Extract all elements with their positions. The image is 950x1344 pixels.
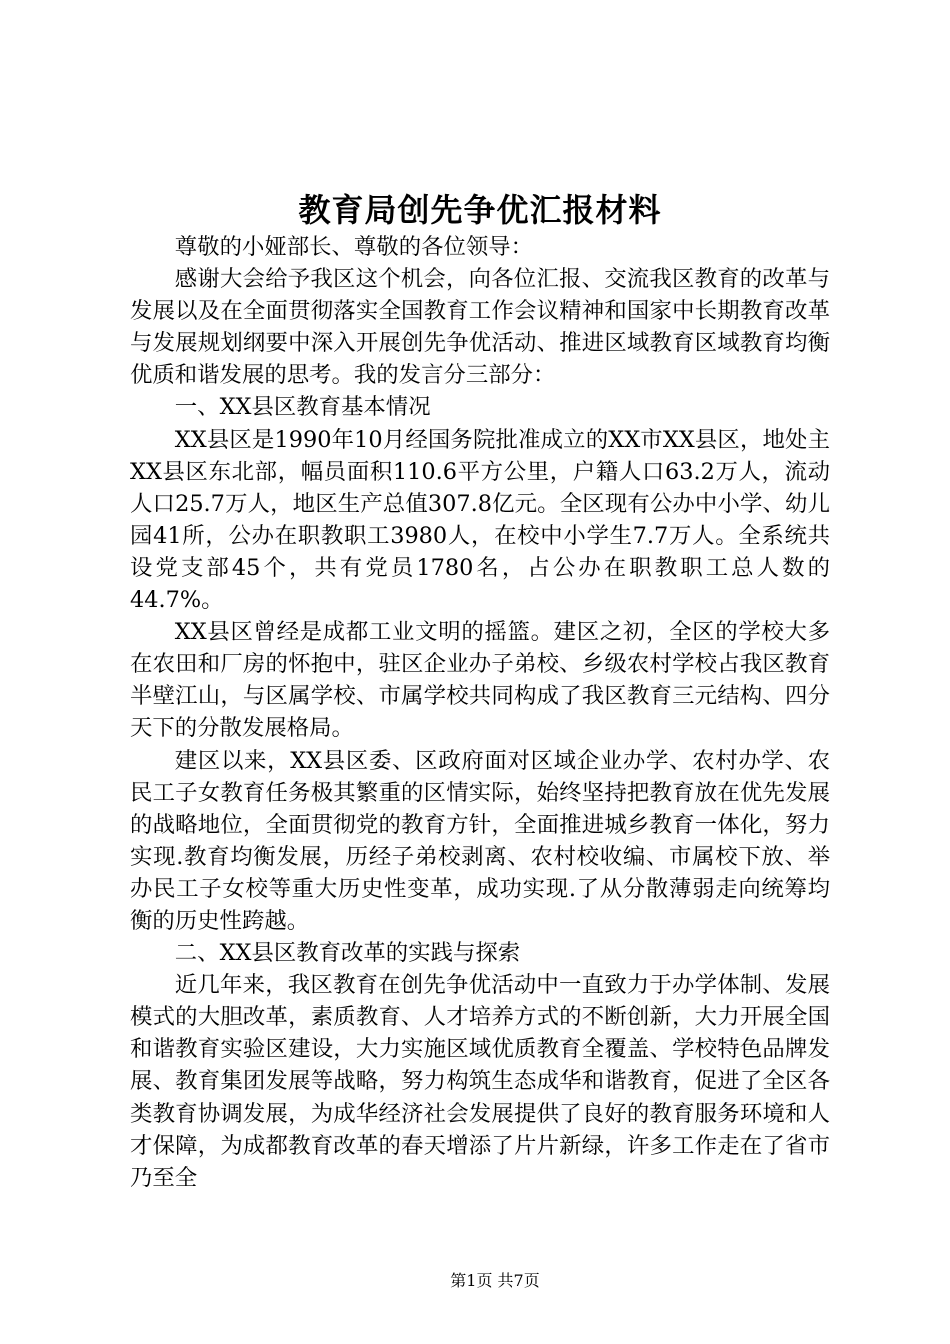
paragraph-basic-info: XX县区是1990年10月经国务院批准成立的XX市XX县区，地处主XX县区东北部，幅员面积110.6平方公里，户籍人口63.2万人，流动人口25.7万人，地区生产总值307.8亿元。全区现有公办中小学、幼儿园41所，公办在职教职工3980人，在校中小学生7.7万人。全系统共设党支部45个，共有党员1780名，占公办在职教职工总人数的44.7%。 — [130, 426, 830, 614]
document-title: 教育局创先争优汇报材料 — [298, 191, 662, 229]
greeting: 尊敬的小娅部长、尊敬的各位领导： — [174, 234, 534, 260]
page-footer: 第1页 共7页 — [450, 1271, 540, 1290]
document-body — [130, 231, 830, 1194]
section-heading-2: 二、XX县区教育改革的实践与探索 — [174, 940, 521, 967]
section-heading-1: 一、XX县区教育基本情况 — [174, 394, 431, 421]
paragraph-development: 建区以来，XX县区委、区政府面对区域企业办学、农村办学、农民工子女教育任务极其繁重的区情实际，始终坚持把教育放在优先发展的战略地位，全面贯彻党的教育方针，全面推进城乡教育一体化，努力实现.教育均衡发展，历经子弟校剥离、农村校收编、市属校下放、举办民工子女校等重大历史性变革，成功实现.了从分散薄弱走向统筹均衡的历史性跨越。 — [130, 747, 830, 934]
paragraph-history: XX县区曾经是成都工业文明的摇篮。建区之初，全区的学校大多在农田和厂房的怀抱中，驻区企业办子弟校、乡级农村学校占我区教育半壁江山，与区属学校、市属学校共同构成了我区教育三元结构、四分天下的分散发展格局。 — [130, 619, 830, 742]
paragraph-reform: 近几年来，我区教育在创先争优活动中一直致力于办学体制、发展模式的大胆改革，素质教育、人才培养方式的不断创新，大力开展全国和谐教育实验区建设，大力实施区域优质教育全覆盖、学校特色品牌发展、教育集团发展等战略，努力构筑生态成华和谐教育，促进了全区各类教育协调发展，为成华经济社会发展提供了良好的教育服务环境和人才保障，为成都教育改革的春天增添了片片新绿，许多工作走在了省市乃至全 — [130, 972, 830, 1191]
paragraph-intro: 感谢大会给予我区这个机会，向各位汇报、交流我区教育的改革与发展以及在全面贯彻落实全国教育工作会议精神和国家中长期教育改革与发展规划纲要中深入开展创先争优活动、推进区域教育区域教育均衡优质和谐发展的思考。我的发言分三部分： — [130, 266, 830, 389]
